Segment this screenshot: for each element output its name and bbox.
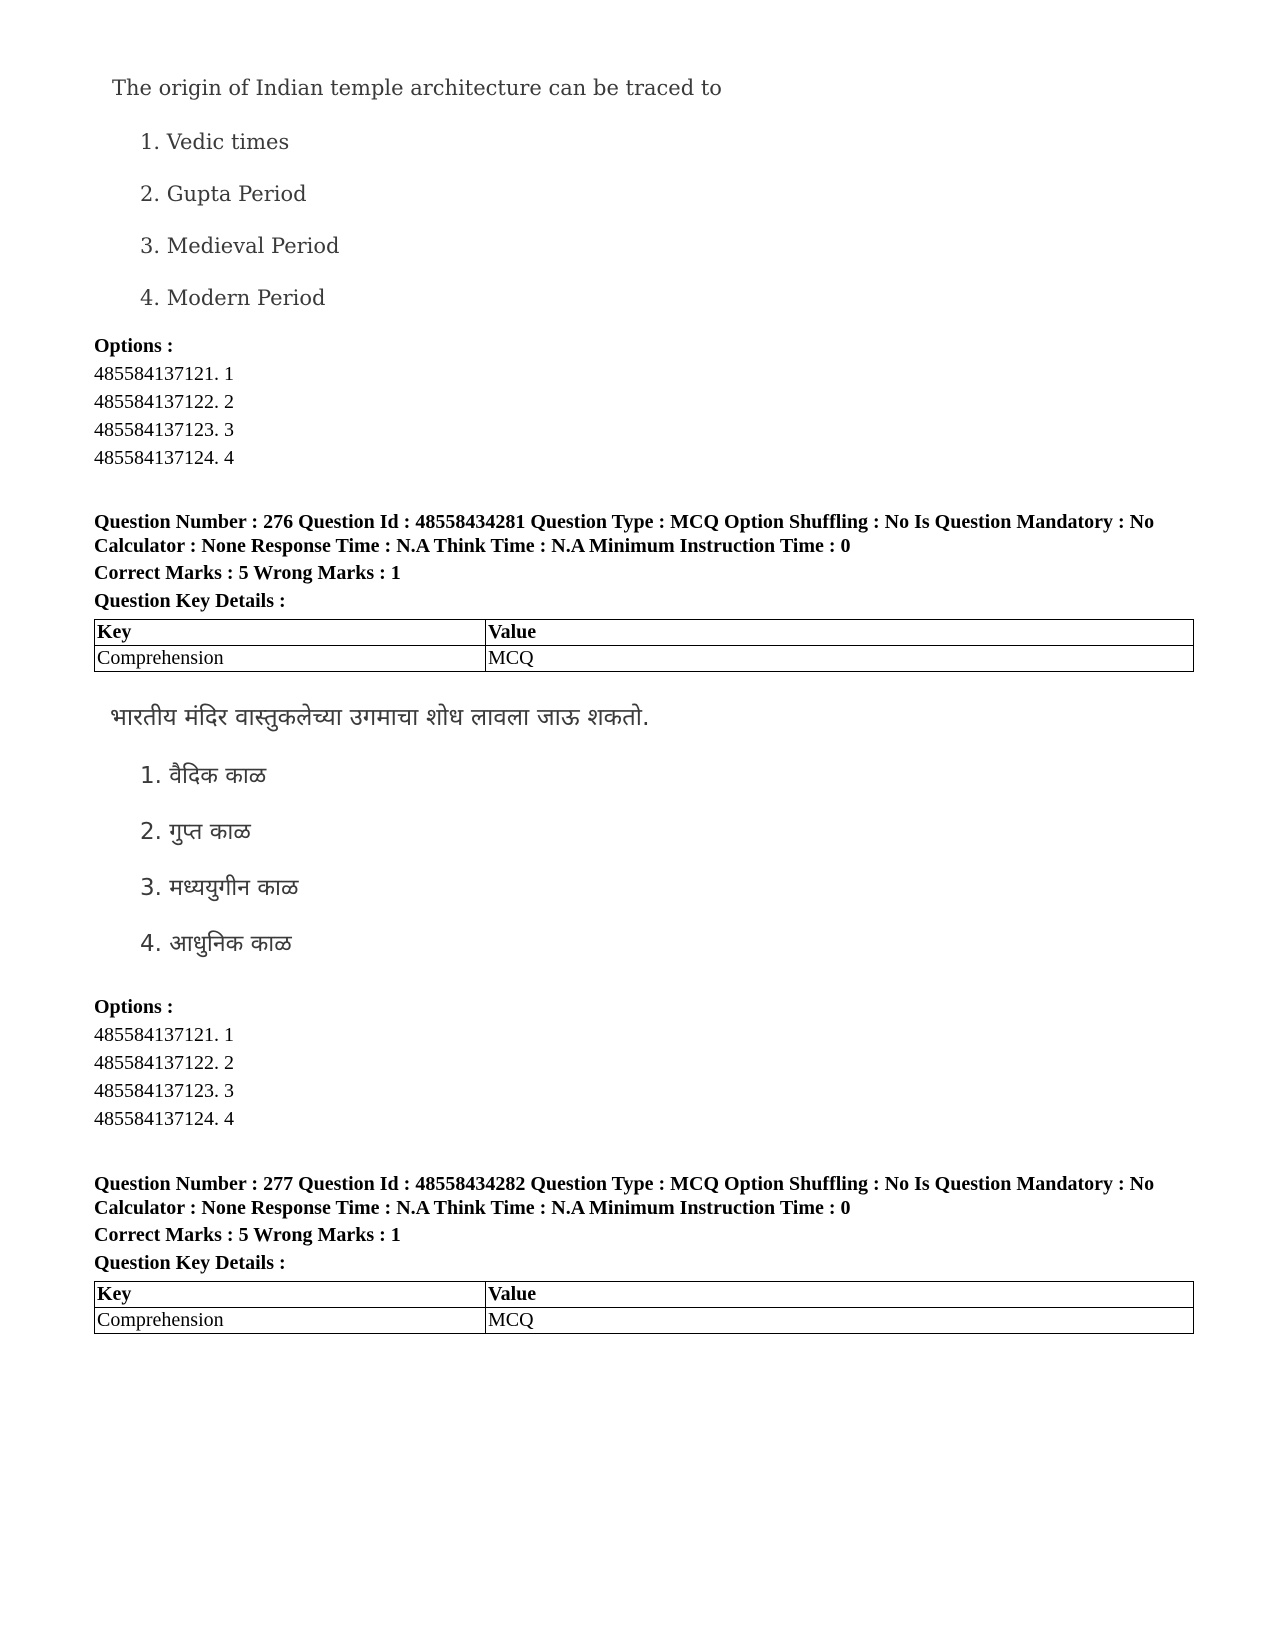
table-header-row (95, 1282, 1194, 1308)
option-id-4: 485584137124. 4 (94, 447, 234, 469)
option-id-2: 485584137122. 2 (94, 391, 234, 413)
table-row (95, 1308, 1194, 1334)
table-header-value: Value (486, 620, 1194, 646)
table-cell-key: Comprehension (95, 646, 486, 672)
choice-1-marathi: 1. वैदिक काळ (140, 763, 267, 789)
option-id-4: 485584137124. 4 (94, 1108, 234, 1130)
key-details-table-276 (94, 619, 1194, 672)
table-cell-key: Comprehension (95, 1308, 486, 1334)
choice-2-marathi: 2. गुप्त काळ (140, 819, 251, 845)
table-header-value: Value (486, 1282, 1194, 1308)
choice-1-english: 1. Vedic times (140, 130, 290, 154)
choice-3-english: 3. Medieval Period (140, 234, 340, 258)
choice-2-english: 2. Gupta Period (140, 182, 307, 206)
question-text-english: The origin of Indian temple architecture can be traced to (112, 76, 722, 100)
question-meta-276: Question Number : 276 Question Id : 48558434281 Question Type : MCQ Option Shuffling : No Is Question Mandatory : No Calculator : None Response Time : N.A Think Time : N.A Minimum Instruction Time : 0 (94, 511, 1155, 557)
options-label: Options : (94, 996, 174, 1018)
marks-277: Correct Marks : 5 Wrong Marks : 1 (94, 1224, 401, 1246)
table-cell-value: MCQ (486, 646, 1194, 672)
option-id-3: 485584137123. 3 (94, 1080, 234, 1102)
table-header-key: Key (95, 1282, 486, 1308)
key-details-label-276: Question Key Details : (94, 590, 286, 612)
marks-276: Correct Marks : 5 Wrong Marks : 1 (94, 562, 401, 584)
question-text-marathi: भारतीय मंदिर वास्तुकलेच्या उगमाचा शोध लावला जाऊ शकतो. (110, 703, 650, 731)
option-id-1: 485584137121. 1 (94, 363, 234, 385)
option-id-1: 485584137121. 1 (94, 1024, 234, 1046)
key-details-label-277: Question Key Details : (94, 1252, 286, 1274)
question-meta-277: Question Number : 277 Question Id : 48558434282 Question Type : MCQ Option Shuffling : No Is Question Mandatory : No Calculator : None Response Time : N.A Think Time : N.A Minimum Instruction Time : 0 (94, 1173, 1155, 1219)
choice-4-marathi: 4. आधुनिक काळ (140, 931, 292, 957)
choice-4-english: 4. Modern Period (140, 286, 326, 310)
table-row (95, 646, 1194, 672)
option-id-3: 485584137123. 3 (94, 419, 234, 441)
key-details-table-277 (94, 1281, 1194, 1334)
table-header-row (95, 620, 1194, 646)
choice-3-marathi: 3. मध्ययुगीन काळ (140, 875, 299, 901)
option-id-2: 485584137122. 2 (94, 1052, 234, 1074)
options-label: Options : (94, 335, 174, 357)
table-header-key: Key (95, 620, 486, 646)
table-cell-value: MCQ (486, 1308, 1194, 1334)
